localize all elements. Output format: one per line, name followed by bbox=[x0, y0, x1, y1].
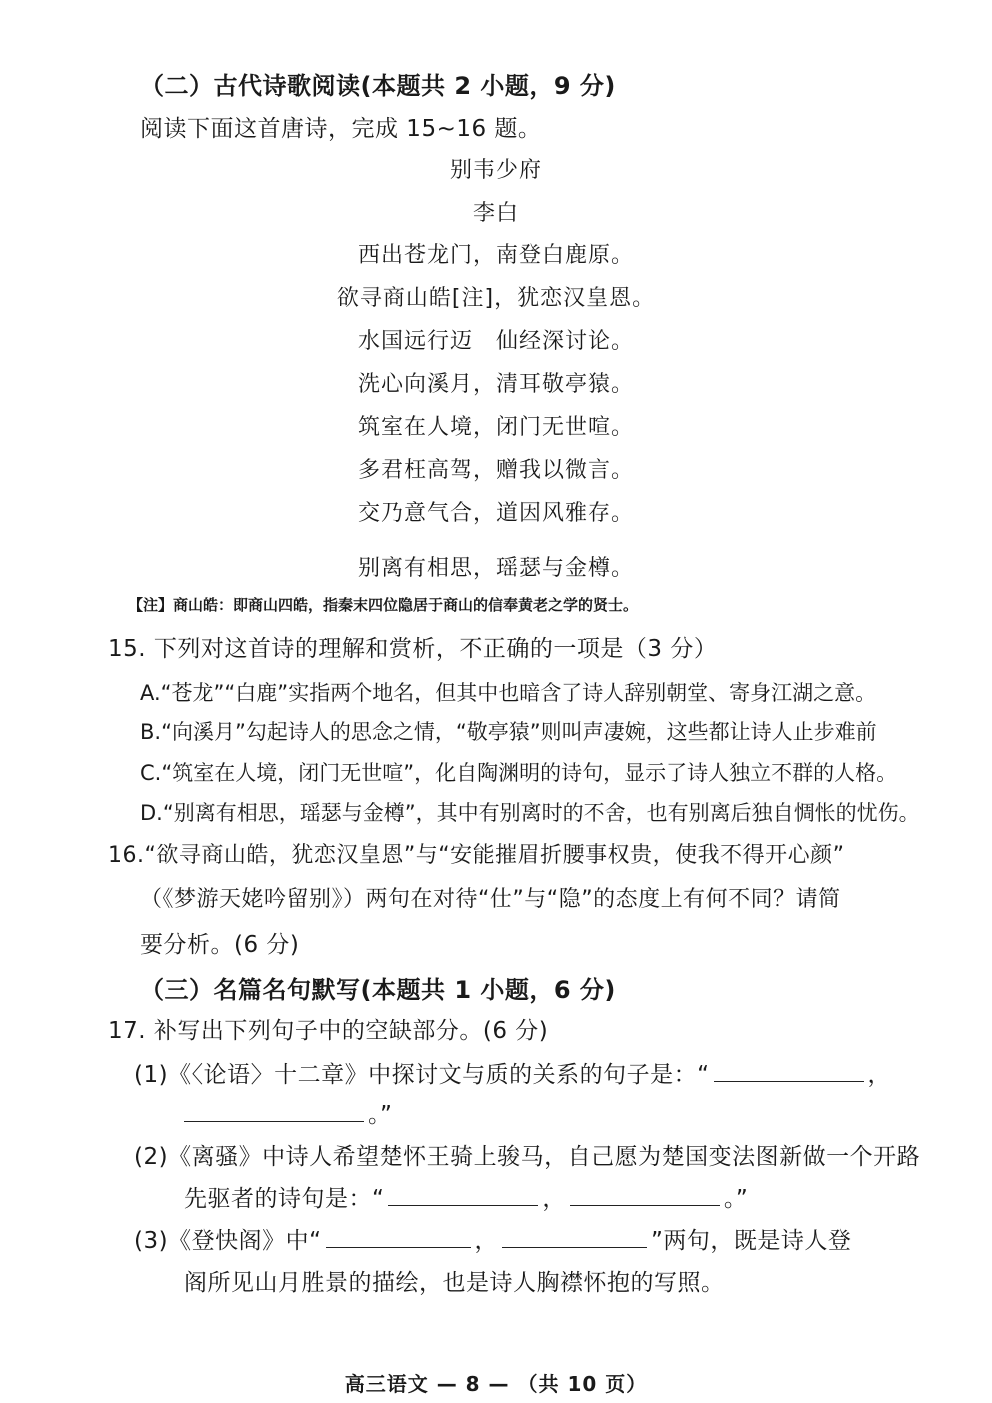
q17-part3-tail: ”两句，既是诗人登 bbox=[651, 1228, 852, 1254]
poem-line: 交乃意气合，道因风雅存。 bbox=[357, 501, 634, 526]
poem-line: 别离有相思，瑶瑟与金樽。 bbox=[357, 556, 634, 581]
comma: ， bbox=[474, 1228, 498, 1254]
q15-stem: 15. 下列对这首诗的理解和赏析，不正确的一项是（3 分） bbox=[108, 636, 718, 662]
poem-line: 欲寻商山皓[注]，犹恋汉皇恩。 bbox=[336, 286, 656, 311]
q16-line1: 16.“欲寻商山皓，犹恋汉皇恩”与“安能摧眉折腰事权贵，使我不得开心颜” bbox=[108, 843, 845, 868]
answer-blank[interactable] bbox=[326, 1225, 471, 1248]
q17-part1-text: (1)《〈论语〉十二章》中探讨文与质的关系的句子是：“ bbox=[134, 1062, 710, 1088]
q17-part2-cont bbox=[184, 1180, 748, 1213]
q17-part3 bbox=[134, 1222, 851, 1255]
poem-author: 李白 bbox=[472, 201, 519, 226]
answer-blank[interactable] bbox=[570, 1183, 720, 1206]
q17-part3-text: (3)《登快阁》中“ bbox=[134, 1228, 322, 1254]
q15-option-c: C.“筑室在人境，闭门无世喧”，化自陶渊明的诗句，显示了诗人独立不群的人格。 bbox=[140, 761, 898, 785]
q15-option-a: A.“苍龙”“白鹿”实指两个地名，但其中也暗含了诗人辞别朝堂、寄身江湖之意。 bbox=[140, 681, 877, 705]
q17-part1-cont bbox=[184, 1096, 392, 1129]
page-footer: 高三语文 — 8 — （共 10 页） bbox=[344, 1372, 648, 1396]
q17-part2: (2)《离骚》中诗人希望楚怀王骑上骏马，自己愿为楚国变法图新做一个开路 bbox=[134, 1144, 921, 1170]
q16-line3: 要分析。(6 分) bbox=[140, 932, 300, 958]
answer-blank[interactable] bbox=[502, 1225, 647, 1248]
answer-blank[interactable] bbox=[714, 1059, 864, 1082]
poem-note: 【注】商山皓：即商山四皓，指秦末四位隐居于商山的信奉黄老之学的贤士。 bbox=[128, 596, 639, 614]
q15-option-d: D.“别离有相思，瑶瑟与金樽”，其中有别离时的不舍，也有别离后独自惆怅的忧伤。 bbox=[140, 801, 920, 825]
q16-line2: （《梦游天姥吟留别》）两句在对待“仕”与“隐”的态度上有何不同？请简 bbox=[140, 887, 841, 912]
closing-quote: 。” bbox=[368, 1102, 393, 1128]
q15-option-b: B.“向溪月”勾起诗人的思念之情，“敬亭猿”则叫声凄婉，这些都让诗人止步难前 bbox=[140, 720, 877, 744]
poem-line: 水国远行迈 仙经深讨论。 bbox=[357, 329, 634, 354]
section-2-heading: （二）古代诗歌阅读(本题共 2 小题，9 分) bbox=[140, 72, 616, 100]
poem-instruction: 阅读下面这首唐诗，完成 15~16 题。 bbox=[140, 116, 542, 142]
poem-line: 筑室在人境，闭门无世喧。 bbox=[357, 415, 634, 440]
closing-quote: 。” bbox=[723, 1186, 749, 1212]
section-3-heading: （三）名篇名句默写(本题共 1 小题，6 分) bbox=[140, 976, 616, 1004]
comma: ， bbox=[542, 1186, 566, 1212]
answer-blank[interactable] bbox=[388, 1183, 538, 1206]
q17-stem: 17. 补写出下列句子中的空缺部分。(6 分) bbox=[108, 1018, 549, 1044]
poem-line: 多君枉高驾，赠我以微言。 bbox=[357, 458, 634, 483]
answer-blank[interactable] bbox=[184, 1099, 364, 1122]
comma: ， bbox=[867, 1062, 891, 1088]
q17-part3-cont: 阁所见山月胜景的描绘，也是诗人胸襟怀抱的写照。 bbox=[184, 1270, 725, 1296]
q17-part2-text: 先驱者的诗句是：“ bbox=[184, 1186, 385, 1212]
poem-line: 西出苍龙门，南登白鹿原。 bbox=[357, 243, 634, 268]
q17-part1 bbox=[134, 1056, 891, 1089]
poem-line: 洗心向溪月，清耳敬亭猿。 bbox=[357, 372, 634, 397]
poem-title: 别韦少府 bbox=[449, 158, 542, 183]
